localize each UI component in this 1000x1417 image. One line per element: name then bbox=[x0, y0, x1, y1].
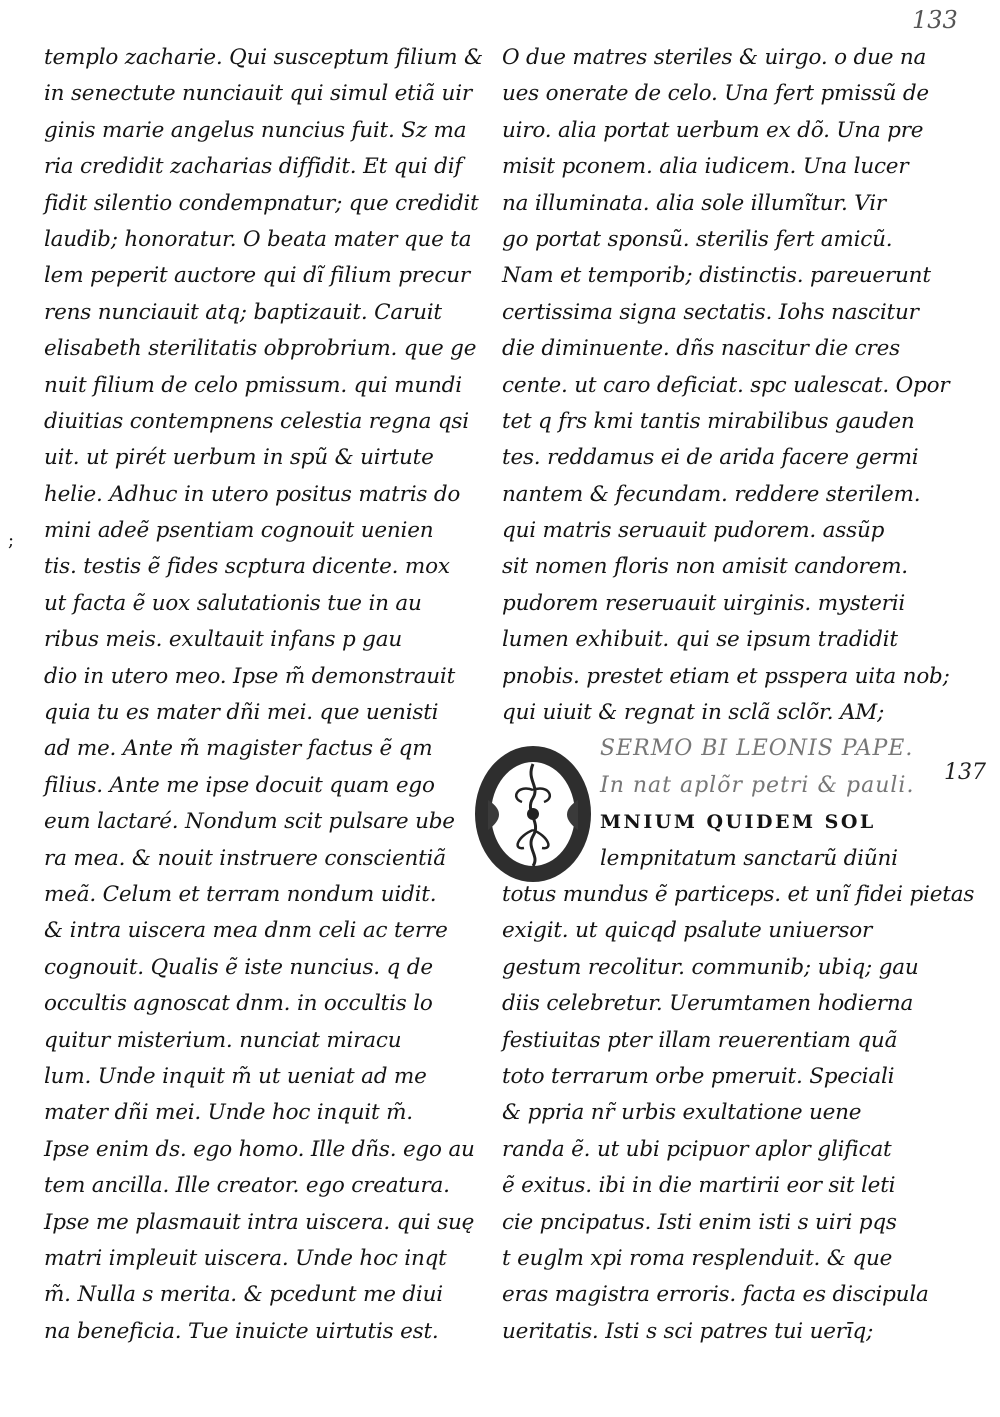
text-line: fidit silentio condempnatur; que credidit bbox=[44, 190, 479, 216]
text-line: misit pconem. alia iudicem. Una lucer bbox=[502, 154, 909, 180]
text-line: eum lactaré. Nondum scit pulsare ube bbox=[44, 809, 455, 835]
text-line: ginis marie angelus nuncius fuit. Sz ma bbox=[44, 117, 467, 143]
text-line: quitur misterium. nunciat miracu bbox=[44, 1027, 402, 1053]
text-line: diuitias contempnens celestia regna qsi bbox=[44, 408, 469, 434]
right-column bbox=[502, 40, 975, 1350]
text-line: uit. ut pirét uerbum in spũ & uirtute bbox=[44, 445, 434, 471]
text-line: lumen exhibuit. qui se ipsum tradidit bbox=[502, 627, 898, 653]
text-line: ues onerate de celo. Una fert pmissũ de bbox=[502, 81, 929, 107]
margin-mark: ; bbox=[8, 530, 15, 551]
text-line: MNIUM QUIDEM SOL bbox=[600, 811, 876, 834]
text-line: Ipse me plasmauit intra uiscera. qui suę bbox=[44, 1209, 475, 1235]
text-line: SERMO BI LEONIS PAPE. bbox=[600, 736, 914, 762]
text-line: pudorem reseruauit uirginis. mysterii bbox=[502, 590, 906, 616]
decorated-initial-o bbox=[470, 740, 596, 888]
text-line: meã. Celum et terram nondum uidit. bbox=[44, 881, 437, 907]
text-line: qui uiuit & regnat in sclã sclõr. AM; bbox=[502, 700, 885, 726]
text-line: lum. Unde inquit m̃ ut ueniat ad me bbox=[44, 1063, 427, 1089]
text-line: cente. ut caro deficiat. spc ualescat. Opor bbox=[502, 372, 950, 398]
text-line: O due matres steriles & uirgo. o due na bbox=[502, 45, 927, 70]
text-line: ribus meis. exultauit infans p gau bbox=[44, 627, 402, 653]
text-line: tis. testis ẽ fides scptura dicente. mox bbox=[44, 554, 450, 580]
text-line: toto terrarum orbe pmeruit. Speciali bbox=[502, 1063, 895, 1089]
text-line: cie pncipatus. Isti enim isti s uiri pqs bbox=[502, 1209, 897, 1235]
text-line: eras magistra erroris. facta es discipula bbox=[502, 1282, 929, 1308]
text-line: t euglm xpi roma resplenduit. & que bbox=[502, 1245, 893, 1271]
text-line: cognouit. Qualis ẽ iste nuncius. q de bbox=[44, 954, 433, 980]
text-line: mater dñi mei. Unde hoc inquit m̃. bbox=[44, 1100, 413, 1126]
text-line: lem peperit auctore qui dĩ filium precur bbox=[44, 263, 470, 289]
text-line: exigit. ut quicqd psalute uniuersor bbox=[502, 918, 873, 944]
text-line: gestum recolitur. communib; ubiq; gau bbox=[502, 954, 919, 980]
text-line: Ipse enim ds. ego homo. Ille dñs. ego au bbox=[44, 1136, 475, 1162]
text-line: in senectute nunciauit qui simul etiã uir bbox=[44, 81, 472, 107]
text-line: pnobis. prestet etiam et psspera uita nob; bbox=[502, 663, 950, 689]
text-line: go portat sponsũ. sterilis fert amicũ. bbox=[502, 226, 893, 252]
text-line: mini adeẽ psentiam cognouit uenien bbox=[44, 518, 434, 544]
text-line: uiro. alia portat uerbum ex dõ. Una pre bbox=[502, 117, 924, 143]
text-line: & ppria nr̃ urbis exultatione uene bbox=[502, 1100, 862, 1126]
text-line: ut facta ẽ uox salutationis tue in au bbox=[44, 590, 422, 616]
text-line: ẽ exitus. ibi in die martirii eor sit leti bbox=[502, 1173, 896, 1199]
text-line: elisabeth sterilitatis obprobrium. que ge bbox=[44, 336, 477, 362]
left-column bbox=[44, 40, 483, 1350]
text-line: templo zacharie. Qui susceptum filium & bbox=[44, 45, 483, 70]
text-line: na beneficia. Tue inuicte uirtutis est. bbox=[44, 1318, 439, 1344]
text-line: nantem & fecundam. reddere sterilem. bbox=[502, 481, 921, 507]
text-line: ad me. Ante m̃ magister factus ẽ qm bbox=[44, 736, 433, 762]
text-line: occultis agnoscat dnm. in occultis lo bbox=[44, 991, 433, 1017]
text-line: sit nomen floris non amisit candorem. bbox=[502, 554, 908, 580]
text-line: certissima signa sectatis. Iohs nascitur bbox=[502, 299, 919, 325]
text-line: festiuitas pter illam reuerentiam quã bbox=[502, 1027, 898, 1053]
text-line: randa ẽ. ut ubi pcipuor aplor glificat bbox=[502, 1136, 892, 1162]
text-line: nuit filium de celo pmissum. qui mundi bbox=[44, 372, 462, 398]
text-line: quia tu es mater dñi mei. que uenisti bbox=[44, 700, 439, 726]
text-line: totus mundus ẽ particeps. et unĩ fidei pietas bbox=[502, 881, 975, 907]
text-line: rens nunciauit atq; baptizauit. Caruit bbox=[44, 299, 442, 325]
text-line: na illuminata. alia sole illumĩtur. Vir bbox=[502, 190, 886, 216]
text-line: dio in utero meo. Ipse m̃ demonstrauit bbox=[44, 663, 456, 689]
text-line: m̃. Nulla s merita. & pcedunt me diui bbox=[44, 1282, 443, 1308]
text-line: tem ancilla. Ille creator. ego creatura. bbox=[44, 1173, 450, 1199]
text-line: Nam et temporib; distinctis. pareuerunt bbox=[502, 263, 931, 289]
text-line: helie. Adhuc in utero positus matris do bbox=[44, 481, 461, 507]
text-line: qui matris seruauit pudorem. assũp bbox=[502, 518, 885, 544]
text-line: tes. reddamus ei de arida facere germi bbox=[502, 445, 919, 471]
text-line: lempnitatum sanctarũ diũni bbox=[600, 845, 898, 871]
text-line: In nat aplõr petri & pauli. bbox=[600, 772, 915, 798]
margin-number: 137 bbox=[944, 760, 986, 785]
text-line: filius. Ante me ipse docuit quam ego bbox=[44, 772, 435, 798]
text-line: ria credidit zacharias diffidit. Et qui dif bbox=[44, 154, 463, 180]
text-line: tet q frs kmi tantis mirabilibus gauden bbox=[502, 408, 915, 434]
text-line: ra mea. & nouit instruere conscientiã bbox=[44, 845, 446, 871]
text-line: die diminuente. dñs nascitur die cres bbox=[502, 336, 900, 362]
text-line: diis celebretur. Uerumtamen hodierna bbox=[502, 991, 914, 1017]
text-line: ueritatis. Isti s sci patres tui uerīq; bbox=[502, 1318, 874, 1344]
folio-number: 133 bbox=[912, 6, 958, 34]
text-line: & intra uiscera mea dnm celi ac terre bbox=[44, 918, 448, 944]
text-line: laudib; honoratur. O beata mater que ta bbox=[44, 226, 472, 252]
text-line: matri impleuit uiscera. Unde hoc inqt bbox=[44, 1245, 447, 1271]
